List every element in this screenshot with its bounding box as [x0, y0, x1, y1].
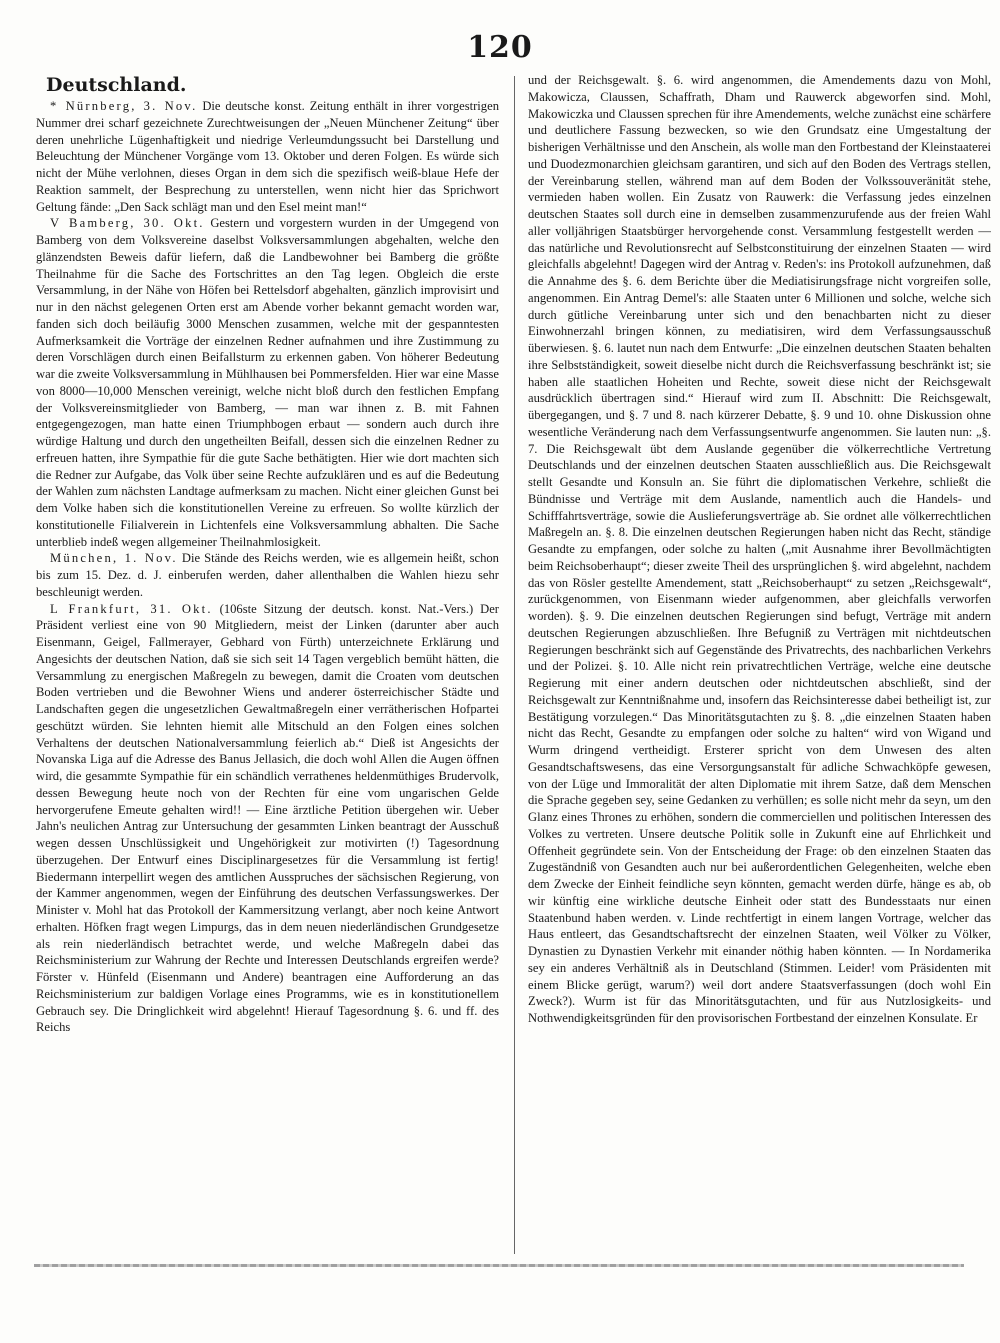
article-body: Gestern und vorgestern wurden in der Umgegend von Bamberg von dem Volksvereine daselbst Volksversammlungen abgehalten, welche den glänzendsten Beweis dafür liefern, daß die Landbewohner bei Bamberg die größte Theilnahme für die Sache des Fortschrittes an den Tag legen. Obgleich die erste Versammlung, in der Nähe von Höfen bei Rettelsdorf abgehalten, gänzlich improvisirt und nur in den nächst gelegenen Orten erst am Abende vorher bekannt gemacht worden war, fanden sich doch beiläufig 3000 Menschen zusammen, welche mit der gespanntesten Aufmerksamkeit die Vorträge der einzelnen Redner aufnahmen und ihre Zustimmung zu deren Vorschlägen durch einen Beifallsturm zu erkennen gaben. Von höherer Bedeutung war die zweite Volksversammlung in Mühlhausen bei Pommersfelden. Hier war eine Masse von 8000—10,000 Menschen vereinigt, welche nicht bloß durch den festlichen Empfang der Volksvereinsmitglieder von Bamberg, — man war ihnen z. B. mit Fahnen entgegengezogen, man hatte einen Triumphbogen erbaut — sondern auch durch ihre würdige Haltung und durch den ungetheilten Beifall, dessen sich die einzelnen Redner zu erfreuen hatten, ihre Sympathie für die gute Sache bethätigten. Hier wie dort machten sich die Redner zur Aufgabe, das Volk über seine Rechte aufzuklären und es auf die Bedeutung der Wahlen zum nächsten Landtage aufmerksam zu machen. Nicht einer gleichen Gunst bei dem Volke haben sich die konstitutionellen Vereine zu erfreuen. So wollte kürzlich der konstitutionelle Filialverein in Lichtenfels eine Volksversammlung abhalten. Die Sache unterblieb indeß wegen allgemeiner Theilnahmlosigkeit. [36, 216, 499, 549]
article-dateline: * Nürnberg, 3. Nov. [50, 99, 198, 113]
page-number: 120 [467, 30, 533, 65]
article-dateline: V Bamberg, 30. Okt. [50, 216, 205, 231]
article-bamberg [36, 215, 499, 550]
article-dateline: München, 1. Nov. [50, 551, 178, 566]
article-body: und der Reichsgewalt. §. 6. wird angenommen, die Amendements dazu von Mohl, Makowicza, Claussen, Schaffrath, Dham und Rauwerck abgeworfen sind. Mohl, Makowiczka und Claussen sprechen für ihre Amendements, welche zunächst eine schärfere und deutlichere Fassung bezwecken, so wie den Grundsatz eine Umgestaltung der bisherigen Verhältnisse und den Anschein, als wolle man den Fortbestand der Kleinstaaterei und Duodezmonarchien gleichsam garantiren, und sich auf den Boden des Vertrags stellen, der Vereinbarung stellen, während man auf dem Boden der Volkssouveränität stehe, vermieden haben wollen. Ein Zusatz von Rauwerk: die Verfassung jedes einzelnen deutschen Staates soll durch eine in demselben zusammenzurufende aus der freien Wahl aller volljährigen Staatsbürger hervorgehende const. Versammlung festgestellt werden — das natürliche und Revolutionsrecht auf Selbstconstituirung der einzelnen Staaten — wird gleichfalls abgelehnt! Dagegen wird der Antrag v. Reden's: ins Protokoll aufzunehmen, daß die Annahme des §. 6. dem Berichte über die Mediatisirungsfrage nicht vorgreifen solle, angenommen. Ein Antrag Demel's: alle Staaten unter 6 Millionen und solche, welche sich durch gütliche Vereinbarung unter sich und den benachbarten nicht zu dieser Einwohnerzahl bringen können, zu mediatisiren, wird dem Verfassungsausschuß überwiesen. §. 6. lautet nun nach dem Entwurfe: „Die einzelnen deutschen Staaten behalten ihre Selbstständigkeit, soweit dieselbe nicht durch die Reichsverfassung beschränkt ist; sie haben alle staatlichen Hoheiten und Rechte, soweit diese nicht der Reichsgewalt ausdrücklich übertragen sind.“ Hierauf wird zum II. Abschnitt: Die Reichsgewalt, übergegangen, und §. 7 und 8. nach kürzerer Debatte, §. 9 und 10. ohne Diskussion ohne wesentliche Veränderung nach dem Verfassungsentwurfe angenommen. Sie lauten nun: „§. 7. Die Reichsgewalt übt dem Auslande gegenüber die völkerrechtliche Vertretung Deutschlands und der einzelnen deutschen Staaten ausschließlich aus. Die Reichsgewalt stellt Gesandte und Konsuln an. Sie führt die diplomatischen Verkehre, schließt die Bündnisse und Verträge mit dem Auslande, namentlich auch die Handels- und Schifffahrtsverträge, sowie die Auslieferungsverträge ab. Sie ordnet alle völkerrechtlichen Maßregeln an. §. 8. Die einzelnen deutschen Regierungen haben nicht das Recht, ständige Gesandte zu empfangen, oder solche zu halten („mit Ausnahme ihrer Bevollmächtigten beim Reichsoberhaupt“; dieser zweite Theil des ursprünglichen §. wird abgelehnt, nachdem das von Rösler gestellte Amendement, statt „Reichsoberhaupt“ zu setzen „Reichsgewalt“, zurückgenommen, von Eisenmann wieder aufgenommen, aber gleichfalls verworfen worden). §. 9. Die einzelnen deutschen Regierungen sind befugt, Verträge mit andern deutschen Regierungen abzuschließen. Ihre Befugniß zu Verträgen mit nichtdeutschen Regierungen beschränkt sich auf Gegenstände des Privatrechts, des nachbarlichen Verkehrs und der Polizei. §. 10. Alle nicht rein privatrechtlichen Verträge, welche eine deutsche Regierung mit einer andern deutschen oder nichtdeutschen abschließt, sind der Reichsgewalt zur Kenntnißnahme und, insofern das Reichsinteresse dabei betheiligt ist, zur Bestätigung vorzulegen.“ Das Minoritätsgutachten zu §. 8. „die einzelnen Staaten haben nicht das Recht, Gesandte zu empfangen oder solche zu halten“ wird von Wigand und Wurm dringend vertheidigt. Ersterer spricht von dem Unwesen des alten Gesandtschaftswesens, das eine Versorgungsanstalt für adliche Schwachköpfe gewesen, von der Lüge und Immoralität der alten Diplomatie mit ihrem Satze, daß dem Menschen die Sprache gegeben sey, seine Gedanken zu verhüllen; es solle nicht mehr da seyn, um den Glanz eines Thrones zu erhöhen, sondern die commerciellen und politischen Interessen des Volkes zu vertreten. Unsere deutsche Politik solle in Zukunft eine auf Ehrlichkeit und Offenheit gegründete sein. Von der Entscheidung der Frage: ob den einzelnen Staaten das Zugeständniß von Gesandten auch nur bei außerordentlichen Gelegenheiten, welche eben dem Zwecke der Einheit feindliche seyn könnten, gemacht werden dürfe, hänge es ab, ob wir künftig eine wirkliche deutsche Einheit oder statt des Bundesstaats nur einen Staatenbund haben werden. v. Linde rechtfertigt in einem langen Vortrage, welcher das Haus entleert, das Gesandtschaftsrecht der einzelnen Staaten, weil Völker zu Völker, Dynastien zu Dynastien Verkehr mit einander nöthig haben könnten. — In Nordamerika sey ein anderes Verhältniß als in Deutschland (Stimmen. Leider! vom Präsidenten mit einem Blicke gerügt, warum?) weil dort andere Staatsverfassungen (doch wohl Ein Zweck?). Wurm ist für das Minoritätsgutachten, und für aus Nutzlosigkeits- und Nothwendigkeitsgründen für den provisorischen Fortbestand der einzelnen Konsulate. Er [528, 73, 991, 1025]
article-body: (106ste Sitzung der deutsch. konst. Nat.-Vers.) Der Präsident verliest eine von 90 Mitgliedern, meist der Linken (darunter aber auch Eisenmann, Geigel, Fallmerayer, Gebhard von Fürth) unterzeichnete Erklärung und Angesichts der deutschen Nation, daß sie sich seit 14 Tagen vergeblich bemüht hätten, die Versammlung zu energischen Maßregeln zu bewegen, damit die Croaten vom deutschen Boden vertrieben und die Bewohner Wiens und anderer österreichischer Städte und Landschaften gegen die ungesetzlichen Gewaltmaßregeln einer verrätherischen Hofpartei geschützt würden. Sie lehnten hiemit alle Mitschuld an den Folgen eines solchen Verhaltens der deutschen Nationalversammlung feierlich ab.“ Dieß ist Angesichts der Novanska Liga auf die Adresse des Banus Jellasich, die doch wohl Allen die Augen öffnen wird, die gesammte Sympathie für ein schändlich verrathenes heldenmüthiges Brudervolk, dessen Bewegung heute noch von der Rechten für eine vom ungarischen Gelde hervorgerufene Emeute gehalten wird!! — Eine ärztliche Petition übergehen wir. Ueber Jahn's neulichen Antrag zur Untersuchung der gesammten Linken beantragt der Ausschuß wegen dessen Unschlüssigkeit und Ungehörigkeit zur motivirten (!) Tagesordnung überzugehen. Der Entwurf eines Disciplinargesetzes für die Versammlung ist fertig! Biedermann interpellirt wegen des amtlichen Ausspruches der sächsischen Regierung, von der Kammer angenommen, wegen der Einführung des deutschen Verfassungswerkes. Der Minister v. Mohl hat das Protokoll der Kammersitzung verlangt, aber noch keine Antwort erhalten. Höfken fragt wegen Limpurgs, das in dem neuen niederländischen Grundgesetze als rein niederländisch betrachtet werde, und welche Maßregeln dabei das Reichsministerium zur Wahrung der Rechte und Interessen Deutschlands ergreifen werde? Förster v. Hünfeld (Eisenmann und Andere) beantragen eine Aufforderung an das Reichsministerium zur baldigen Vorlage eines Programms, wie es in konstitutionellem Gebrauch sey. Die Dringlichkeit wird abgelehnt! Hierauf Tagesordnung §. 6. und ff. des Reichs [36, 601, 499, 1035]
column-divider [514, 76, 515, 1254]
article-frankfurt [36, 601, 499, 1037]
bottom-border [34, 1264, 964, 1267]
article-body: Die Stände des Reichs werden, wie es allgemein heißt, schon bis zum 15. Dez. d. J. einberufen werden, daher allenthalben die Wahlen hiezu sehr beschleunigt werden. [36, 551, 499, 599]
article-frankfurt-continued [528, 72, 991, 1027]
article-dateline: L Frankfurt, 31. Okt. [50, 601, 213, 616]
article-muenchen [36, 550, 499, 600]
article-nuernberg [36, 98, 499, 215]
section-title: Deutschland. [46, 74, 187, 96]
article-body: Die deutsche konst. Zeitung enthält in ihrer vorgestrigen Nummer drei scharf gezeichnete Zurechtweisungen der „Neuen Münchener Zeitung“ über deren unehrliche Lügenhaftigkeit und niedrige Verleumdungssucht bei Darstellung und Beleuchtung der Münchener Vorgänge vom 13. Oktober und deren Folgen. Es würde sich nicht der Mühe verlohnen, dieses Organ in dem sich die spezifisch weiß-blaue Hefe der Reaktion sammelt, der Besprechung zu unterstellen, wenn nicht hier das Sprichwort Geltung fände: „Den Sack schlägt man und den Esel meint man!“ [36, 99, 499, 214]
right-column [528, 72, 991, 1260]
left-column [36, 72, 499, 1260]
